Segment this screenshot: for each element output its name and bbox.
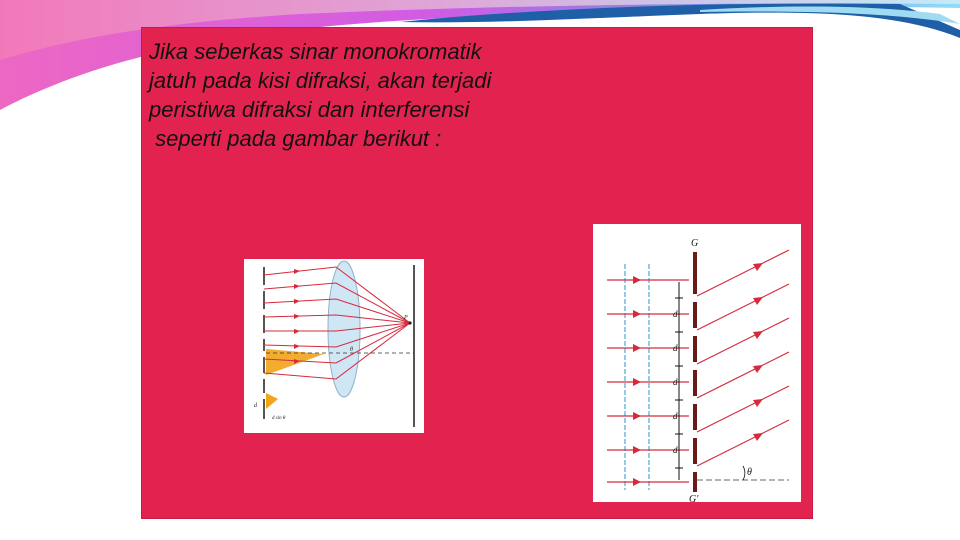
angle-arc bbox=[743, 466, 745, 480]
incident-arrowheads bbox=[633, 276, 641, 486]
grating-g-label: G bbox=[691, 238, 699, 249]
spacing-d-label-3: d bbox=[673, 377, 678, 387]
path-difference-label: d sin θ bbox=[272, 416, 286, 421]
figure-grating-lens bbox=[244, 259, 424, 433]
spacing-d-label-1: d bbox=[673, 309, 678, 319]
caption-line-1: Jika seberkas sinar monokromatik bbox=[149, 39, 482, 64]
caption-line-4: seperti pada gambar berikut : bbox=[149, 126, 442, 151]
plane-wave-diagram bbox=[593, 224, 801, 502]
figure-grating-plane-waves bbox=[593, 224, 801, 502]
content-panel bbox=[141, 27, 813, 519]
point-p-label: P bbox=[404, 315, 408, 321]
spacing-d-label-4: d bbox=[673, 411, 678, 421]
diffracted-rays-right bbox=[697, 250, 789, 466]
incident-wavefronts bbox=[625, 264, 649, 490]
spacing-d-label-2: d bbox=[673, 343, 678, 353]
angle-theta-label: θ bbox=[350, 347, 353, 353]
small-angle-wedge bbox=[266, 393, 278, 409]
angle-theta-label-right: θ bbox=[747, 467, 752, 478]
slide-caption bbox=[149, 37, 669, 153]
spacing-d-label-5: d bbox=[673, 445, 678, 455]
caption-line-2: jatuh pada kisi difraksi, akan terjadi bbox=[149, 68, 492, 93]
grating-lens-diagram bbox=[244, 259, 424, 433]
grating-g-prime-label: G' bbox=[689, 494, 699, 502]
caption-line-3: peristiwa difraksi dan interferensi bbox=[149, 97, 470, 122]
focus-point bbox=[408, 321, 411, 324]
spacing-d-label: d bbox=[254, 403, 257, 409]
diffracted-arrowheads bbox=[753, 263, 763, 441]
